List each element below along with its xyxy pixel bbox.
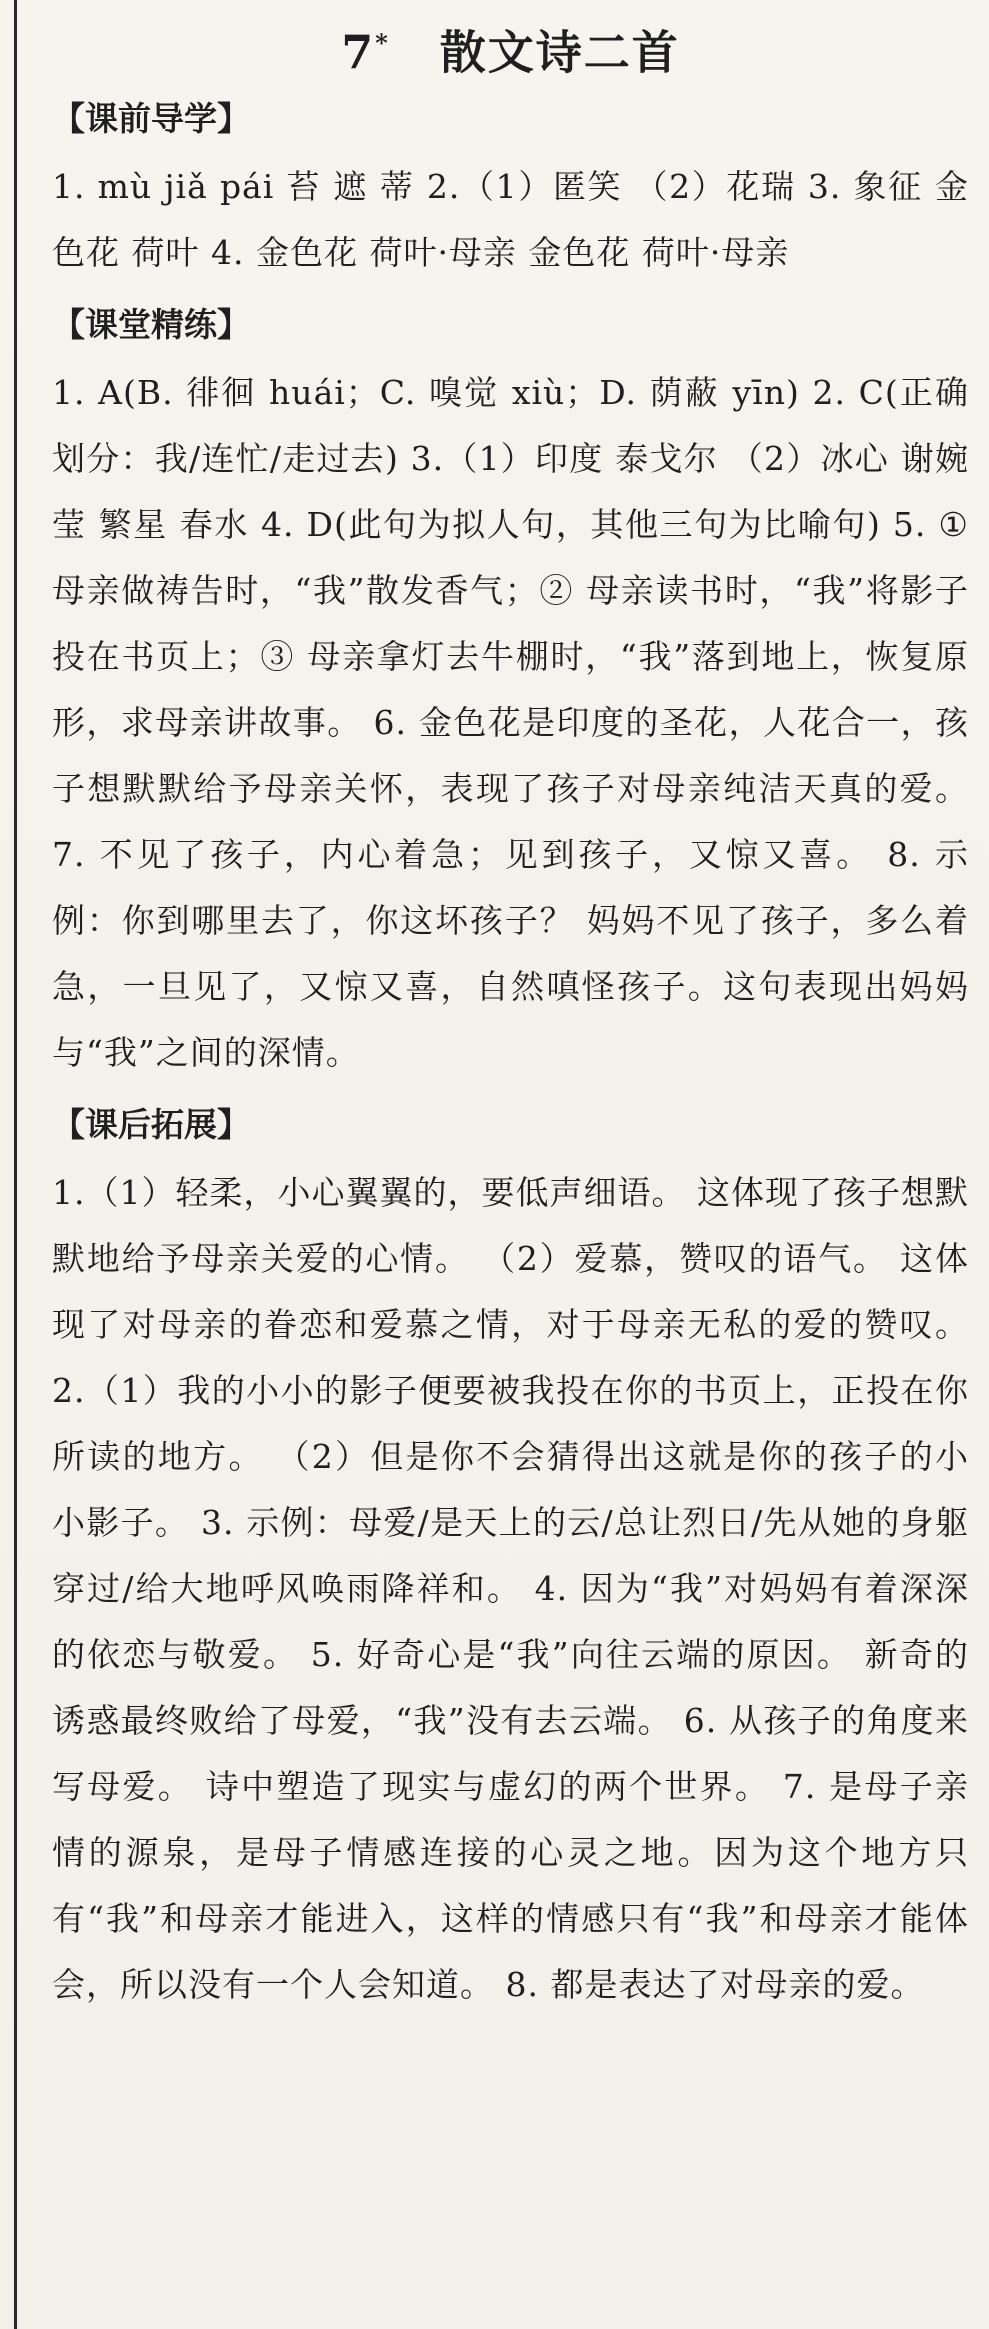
section-heading-extension: 【课后拓展】: [52, 1105, 250, 1144]
section-heading-classwork: 【课堂精练】: [52, 305, 250, 344]
section-text-classwork: 1. A(B. 徘徊 huái；C. 嗅觉 xiù；D. 荫蔽 yīn) 2. C(正确划分：我/连忙/走过去) 3.（1）印度 泰戈尔 （2）冰心 谢婉莹 繁星 春水 4. D(此句为拟人句，其他三句为比喻句) 5. ① 母亲做祷告时，“我”散发香气；② 母亲读书时，“我”将影子投在书页上；③ 母亲拿灯去牛棚时，“我”落到地上，恢复原形，求母亲讲故事。 6. 金色花是印度的圣花，人花合一，孩子想默默给予母亲关怀，表现了孩子对母亲纯洁天真的爱。 7. 不见了孩子，内心着急；见到孩子，又惊又喜。 8. 示例：你到哪里去了，你这坏孩子？ 妈妈不见了孩子，多么着急，一旦见了，又惊又喜，自然嗔怪孩子。这句表现出妈妈与“我”之间的深情。: [52, 373, 969, 1072]
section-text-extension: 1.（1）轻柔，小心翼翼的，要低声细语。 这体现了孩子想默默地给予母亲关爱的心情。 （2）爱慕，赞叹的语气。 这体现了对母亲的眷恋和爱慕之情，对于母亲无私的爱的赞叹。 2.（1）我的小小的影子便要被我投在你的书页上，正投在你所读的地方。 （2）但是你不会猜得出这就是你的孩子的小小影子。 3. 示例：母爱/是天上的云/总让烈日/先从她的身躯穿过/给大地呼风唤雨降祥和。 4. 因为“我”对妈妈有着深深的依恋与敬爱。 5. 好奇心是“我”向往云端的原因。 新奇的诱惑最终败给了母爱，“我”没有去云端。 6. 从孩子的角度来写母爱。 诗中塑造了现实与虚幻的两个世界。 7. 是母子亲情的源泉，是母子情感连接的心灵之地。因为这个地方只有“我”和母亲才能进入，这样的情感只有“我”和母亲才能体会，所以没有一个人会知道。 8. 都是表达了对母亲的爱。: [52, 1173, 969, 2004]
section-preview: [52, 90, 969, 286]
section-extension: [52, 1096, 969, 2018]
section-heading-preview: 【课前导学】: [52, 99, 250, 138]
lesson-title: 散文诗二首: [439, 25, 680, 80]
page-title: [52, 14, 969, 80]
section-text-preview: 1. mù jiǎ pái 苔 遮 蒂 2.（1）匿笑 （2）花瑞 3. 象征 金色花 荷叶 4. 金色花 荷叶·母亲 金色花 荷叶·母亲: [52, 167, 969, 272]
section-classwork: [52, 296, 969, 1086]
lesson-number: 7*: [341, 25, 390, 80]
margin-rule: [14, 0, 17, 2329]
